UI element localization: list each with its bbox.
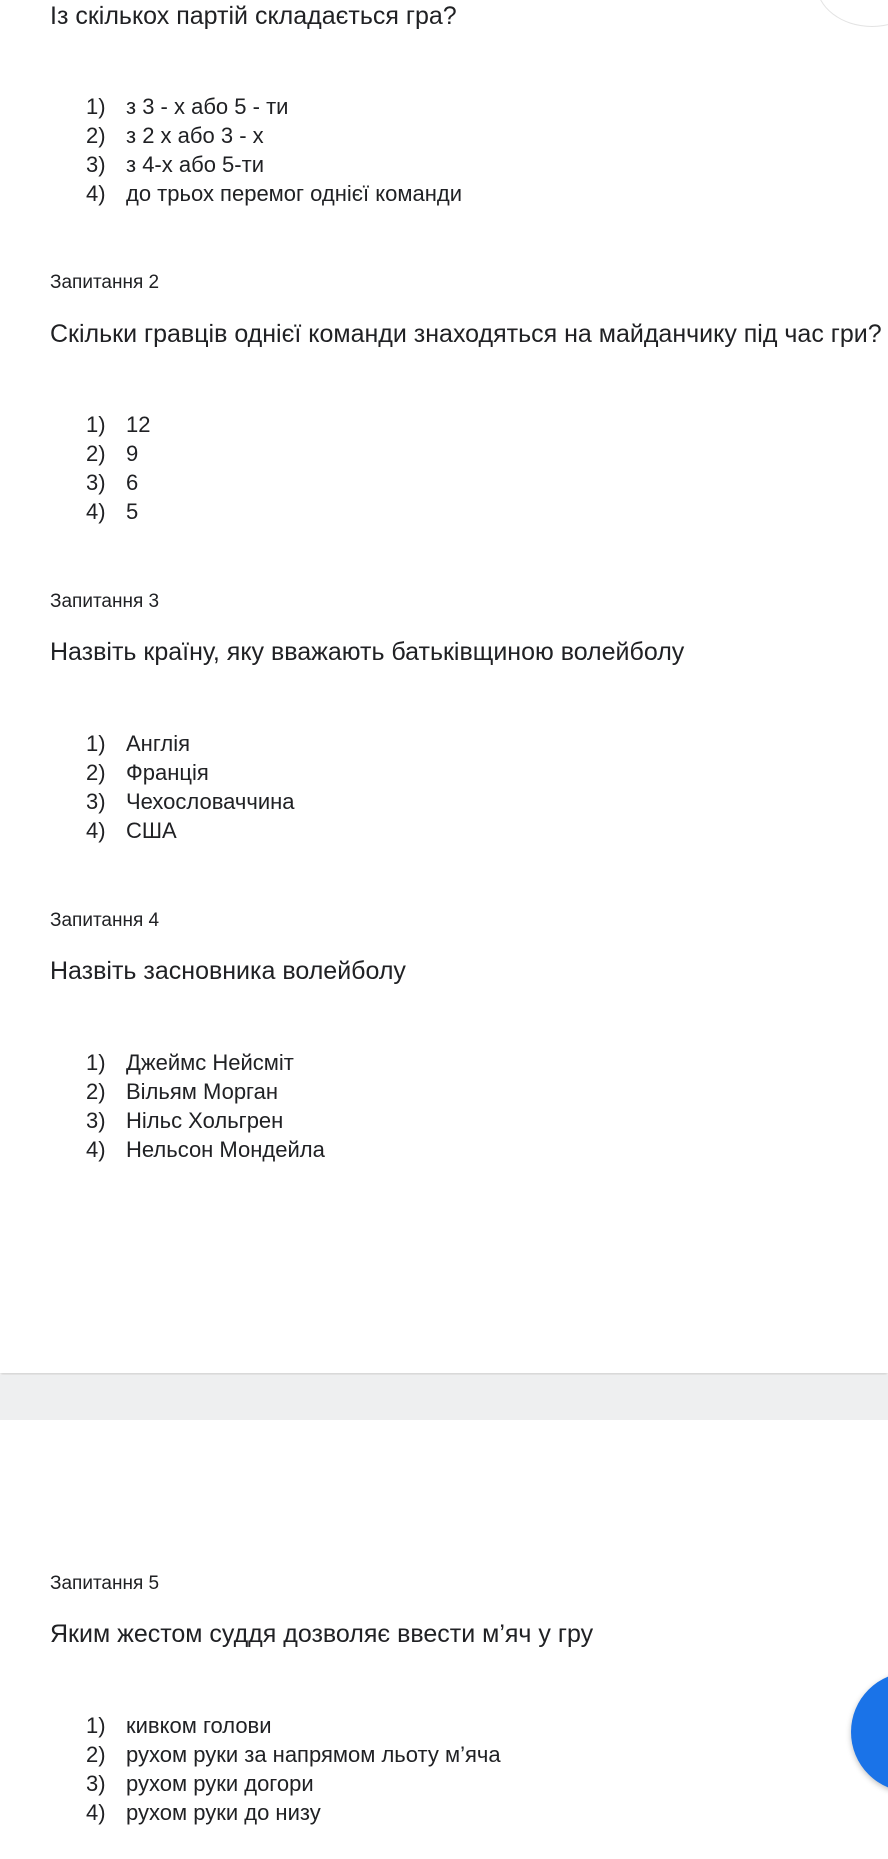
option-label: Франція [126, 760, 209, 785]
question-3-text: Назвіть країну, яку вважають батьківщиною волейболу [50, 638, 685, 666]
option-number: 1) [86, 412, 106, 437]
option-item [86, 1106, 325, 1135]
question-1-options [86, 92, 462, 208]
option-label: рухом руки до низу [126, 1800, 321, 1825]
option-number: 1) [86, 1713, 106, 1738]
option-item [86, 1077, 325, 1106]
option-label: Англія [126, 731, 191, 756]
question-2-options [86, 410, 150, 526]
option-item [86, 150, 462, 179]
option-number: 1) [86, 1050, 106, 1075]
option-item [86, 468, 150, 497]
option-item [86, 816, 295, 845]
option-label: до трьох перемог однієї команди [126, 181, 462, 206]
option-item [86, 758, 295, 787]
question-5-card [0, 1420, 888, 1859]
option-label: рухом руки догори [126, 1771, 314, 1796]
option-number: 3) [86, 152, 106, 177]
option-label: Вільям Морган [126, 1079, 278, 1104]
card-separator [0, 1375, 888, 1420]
option-item [86, 439, 150, 468]
question-4-options [86, 1048, 325, 1164]
option-label: США [126, 818, 177, 843]
option-number: 2) [86, 1742, 106, 1767]
option-number: 2) [86, 123, 106, 148]
option-label: 9 [126, 441, 139, 466]
option-item [86, 729, 295, 758]
option-label: 5 [126, 499, 139, 524]
option-item [86, 1135, 325, 1164]
option-label: з 4-х або 5-ти [126, 152, 264, 177]
option-number: 4) [86, 1137, 106, 1162]
option-label: 12 [126, 412, 151, 437]
option-item [86, 1798, 501, 1827]
option-number: 1) [86, 94, 106, 119]
question-4-label: Запитання 4 [50, 910, 160, 931]
option-number: 1) [86, 731, 106, 756]
question-5-label: Запитання 5 [50, 1573, 160, 1594]
question-3-options [86, 729, 295, 845]
option-label: кивком голови [126, 1713, 272, 1738]
option-item [86, 179, 462, 208]
option-number: 2) [86, 760, 106, 785]
option-item [86, 1048, 325, 1077]
option-item [86, 787, 295, 816]
question-4-text: Назвіть засновника волейболу [50, 957, 406, 985]
option-number: 3) [86, 1771, 106, 1796]
option-item [86, 1711, 501, 1740]
question-2-label: Запитання 2 [50, 272, 160, 293]
question-1-text: Із скількох партій складається гра? [50, 2, 457, 30]
option-label: Нільс Хольгрен [126, 1108, 284, 1133]
option-item [86, 497, 150, 526]
corner-decoration [816, 0, 888, 27]
option-number: 4) [86, 1800, 106, 1825]
option-item [86, 410, 150, 439]
option-number: 4) [86, 818, 106, 843]
option-label: рухом руки за напрямом льоту м’яча [126, 1742, 501, 1767]
option-number: 2) [86, 1079, 106, 1104]
question-3-label: Запитання 3 [50, 591, 160, 612]
question-2-text: Скільки гравців однієї команди знаходяться на майданчику під час гри? [50, 320, 882, 348]
option-item [86, 1769, 501, 1798]
option-label: Чехословаччина [126, 789, 295, 814]
option-number: 2) [86, 441, 106, 466]
option-item [86, 121, 462, 150]
option-label: Нельсон Мондейла [126, 1137, 325, 1162]
option-item [86, 92, 462, 121]
option-label: 6 [126, 470, 139, 495]
option-number: 4) [86, 499, 106, 524]
option-number: 4) [86, 181, 106, 206]
question-5-options [86, 1711, 501, 1827]
option-number: 3) [86, 470, 106, 495]
question-5-text: Яким жестом суддя дозволяє ввести м’яч у гру [50, 1620, 594, 1648]
option-number: 3) [86, 789, 106, 814]
option-label: з 2 х або 3 - х [126, 123, 264, 148]
option-label: Джеймс Нейсміт [126, 1050, 294, 1075]
option-label: з 3 - х або 5 - ти [126, 94, 289, 119]
option-number: 3) [86, 1108, 106, 1133]
option-item [86, 1740, 501, 1769]
